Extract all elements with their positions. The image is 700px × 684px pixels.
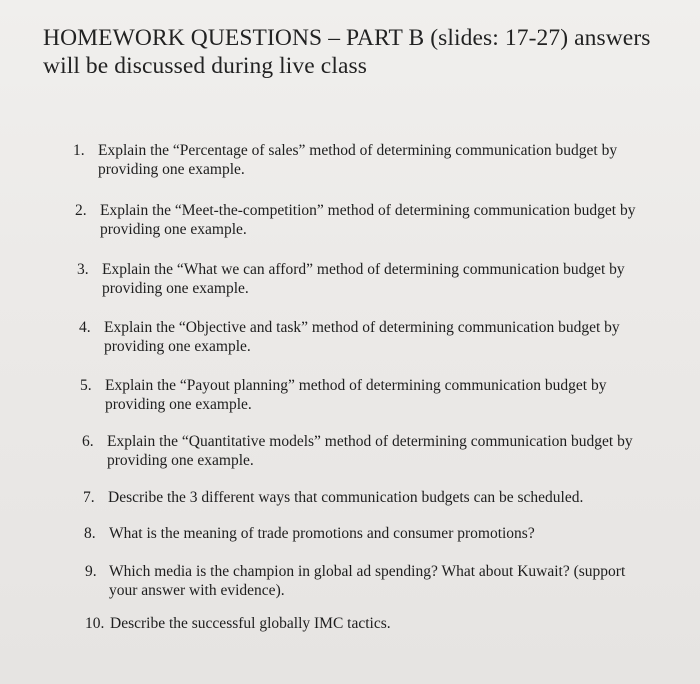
question-text: What is the meaning of trade promotions and consumer promotions? (109, 525, 535, 542)
question-number: 9. (85, 563, 97, 580)
question-number: 1. (73, 142, 85, 159)
page-title: HOMEWORK QUESTIONS – PART B (slides: 17-27) answers will be discussed during live class (43, 25, 651, 79)
question-number: 2. (75, 202, 87, 219)
question-number: 5. (80, 377, 92, 394)
question-number: 8. (84, 525, 96, 542)
question-number: 3. (77, 261, 89, 278)
question-text: Explain the “Payout planning” method of determining communication budget by providing one example. (105, 377, 607, 413)
question-text: Explain the “Objective and task” method of determining communication budget by providing one example. (104, 319, 620, 355)
question-text: Describe the successful globally IMC tactics. (110, 615, 391, 632)
question-text: Which media is the champion in global ad spending? What about Kuwait? (support your answer with evidence). (109, 563, 626, 599)
question-number: 7. (83, 489, 95, 506)
question-text: Explain the “Percentage of sales” method of determining communication budget by providing one example. (98, 142, 618, 178)
question-text: Explain the “Meet-the-competition” method of determining communication budget by providing one example. (100, 202, 636, 238)
question-number: 10. (85, 615, 105, 632)
question-number: 4. (79, 319, 91, 336)
question-number: 6. (82, 433, 94, 450)
question-text: Explain the “Quantitative models” method of determining communication budget by providing one example. (107, 433, 633, 469)
question-text: Explain the “What we can afford” method of determining communication budget by providing one example. (102, 261, 625, 297)
question-text: Describe the 3 different ways that communication budgets can be scheduled. (108, 489, 584, 506)
